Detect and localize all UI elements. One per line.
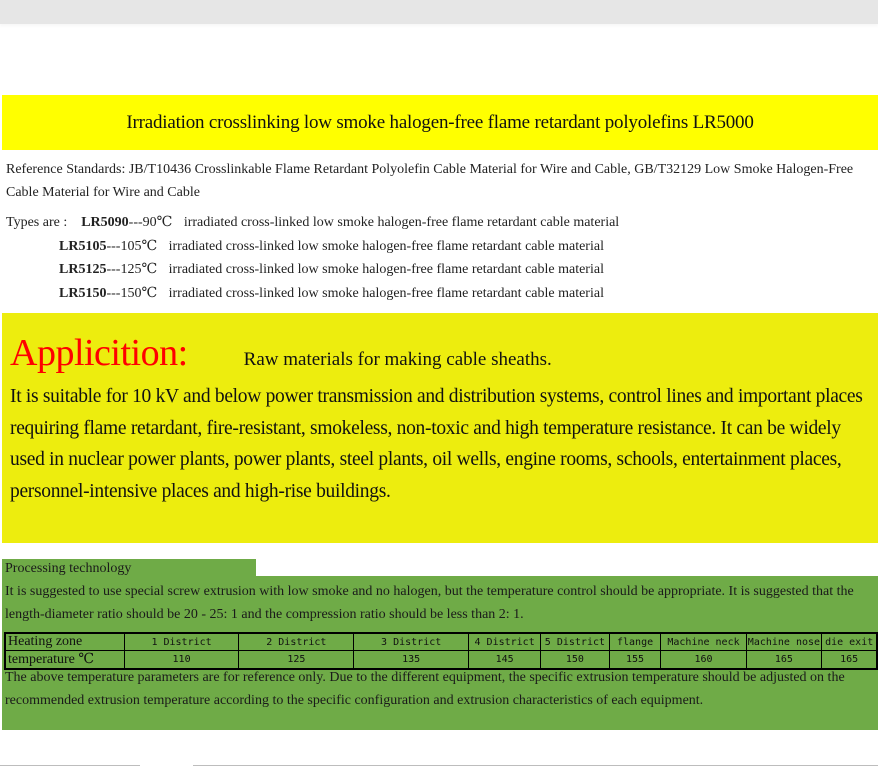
type-code: LR5150 — [59, 285, 107, 301]
type-desc: irradiated cross-linked low smoke halogen-free flame retardant cable material — [168, 285, 604, 301]
type-code: LR5125 — [59, 262, 107, 277]
row-header-zone: Heating zone — [5, 633, 124, 651]
processing-intro: It is suggested to use special screw extrusion with low smoke and no halogen, but the temperature control should be appropriate. It is suggested that the length-diameter ratio should be 20 - 25: 1 and the compression ratio should be less than 2: 1. — [5, 584, 854, 622]
type-temp: ---90℃ — [128, 215, 173, 230]
table-cell: 110 — [124, 651, 239, 670]
column-header: 3 District — [354, 633, 469, 651]
type-code: LR5105 — [59, 238, 107, 254]
type-temp: ---150℃ — [106, 285, 158, 301]
processing-heading: Processing technology — [2, 559, 256, 576]
application-body: It is suitable for 10 kV and below power transmission and distribution systems, control lines and important places requiring flame retardant, fire-resistant, smokeless, non-toxic and high temperature resistance. It can be widely used in nuclear power plants, power plants, steel plants, oil wells, engine rooms, schools, entertainment places, personnel-intensive places and high-rise buildings. — [10, 386, 863, 502]
column-header: flange — [609, 633, 661, 651]
application-heading: Applicition: — [10, 332, 188, 374]
types-label: Types are : — [6, 215, 68, 230]
column-header: Machine nose — [746, 633, 822, 651]
type-desc: irradiated cross-linked low smoke halogen-free flame retardant cable material — [183, 215, 620, 230]
column-header: 5 District — [541, 633, 609, 651]
application-section — [2, 313, 878, 543]
application-header — [10, 331, 552, 375]
table-cell: 135 — [354, 651, 469, 670]
type-item — [6, 258, 874, 282]
table-cell: 165 — [822, 651, 877, 670]
table-cell: 160 — [661, 651, 746, 670]
column-header: die exit — [822, 633, 877, 651]
type-item — [6, 211, 874, 235]
table-cell: 155 — [609, 651, 661, 670]
reference-standards: Reference Standards: JB/T10436 Crosslinkable Flame Retardant Polyolefin Cable Material for Wire and Cable, GB/T32129 Low Smoke Halogen-Free Cable Material for Wire and Cable — [6, 162, 854, 200]
type-temp: ---125℃ — [106, 262, 158, 277]
type-desc: irradiated cross-linked low smoke halogen-free flame retardant cable material — [168, 238, 604, 254]
type-code: LR5090 — [81, 215, 129, 230]
table-cell: 145 — [469, 651, 541, 670]
type-item — [6, 282, 874, 306]
table-cell: 125 — [239, 651, 354, 670]
column-header: 4 District — [469, 633, 541, 651]
processing-section — [2, 576, 878, 730]
table-cell: 165 — [746, 651, 822, 670]
types-list — [6, 211, 874, 305]
page-title: Irradiation crosslinking low smoke halogen-free flame retardant polyolefins LR5000 — [126, 111, 754, 133]
column-header: Machine neck — [661, 633, 746, 651]
temperature-table — [4, 632, 878, 670]
table-cell: 150 — [541, 651, 609, 670]
table-header-row — [5, 633, 877, 651]
top-bar — [0, 0, 878, 24]
column-header: 1 District — [124, 633, 239, 651]
title-banner — [2, 95, 878, 150]
row-header-temperature: temperature ℃ — [5, 651, 124, 670]
processing-note: The above temperature parameters are for reference only. Due to the different equipment, the specific extrusion temperature should be adjusted on the recommended extrusion temperature according to the specific configuration and extrusion characteristics of each equipment. — [5, 670, 845, 708]
type-desc: irradiated cross-linked low smoke halogen-free flame retardant cable material — [168, 262, 604, 277]
column-header: 2 District — [239, 633, 354, 651]
application-subheading: Raw materials for making cable sheaths. — [243, 349, 552, 370]
type-temp: ---105℃ — [106, 238, 158, 254]
type-item — [6, 235, 874, 259]
